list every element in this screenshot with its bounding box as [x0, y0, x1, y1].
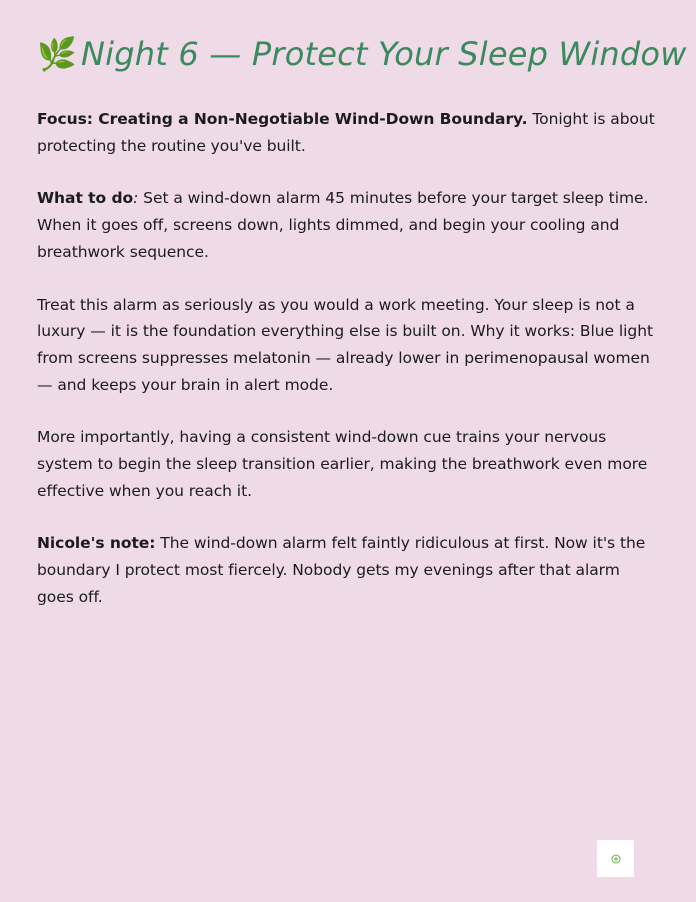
page-content: [37, 32, 687, 637]
what-to-do-colon: :: [133, 189, 139, 208]
herb-leaf-icon: 🌿: [37, 35, 78, 73]
nicole-note-label: Nicole's note:: [37, 534, 156, 553]
focus-paragraph: [37, 106, 661, 159]
what-to-do-text: Set a wind-down alarm 45 minutes before your target sleep time. When it goes off, screens down, lights dimmed, and begin your cooling and breathwork sequence.: [37, 189, 649, 261]
treat-alarm-paragraph: Treat this alarm as seriously as you would a work meeting. Your sleep is not a luxury — it is the foundation everything else is built on. Why it works: Blue light from screens suppresses melatonin — already lower in perimenopausal women — and keeps your brain in alert mode.: [37, 295, 653, 394]
corner-badge-button[interactable]: [597, 840, 634, 877]
page-title-text: Night 6 — Protect Your Sleep Window: [81, 35, 687, 73]
what-to-do-label: What to do: [37, 189, 134, 208]
page-title: [37, 32, 687, 76]
more-importantly-paragraph: More importantly, having a consistent wind-down cue trains your nervous system to begin the sleep transition earlier, making the breathwork even more effective when you reach it.: [37, 428, 648, 500]
what-to-do-paragraph: [37, 185, 661, 265]
plus-circle-icon: [611, 854, 621, 864]
focus-text: Tonight is about protecting the routine you've built.: [37, 110, 655, 155]
focus-label: Focus: Creating a Non-Negotiable Wind-Down Boundary.: [37, 110, 528, 128]
nicole-note-text: The wind-down alarm felt faintly ridiculous at first. Now it's the boundary I protect most fiercely. Nobody gets my evenings after that alarm goes off.: [37, 534, 646, 606]
nicole-note-paragraph: [37, 530, 661, 610]
